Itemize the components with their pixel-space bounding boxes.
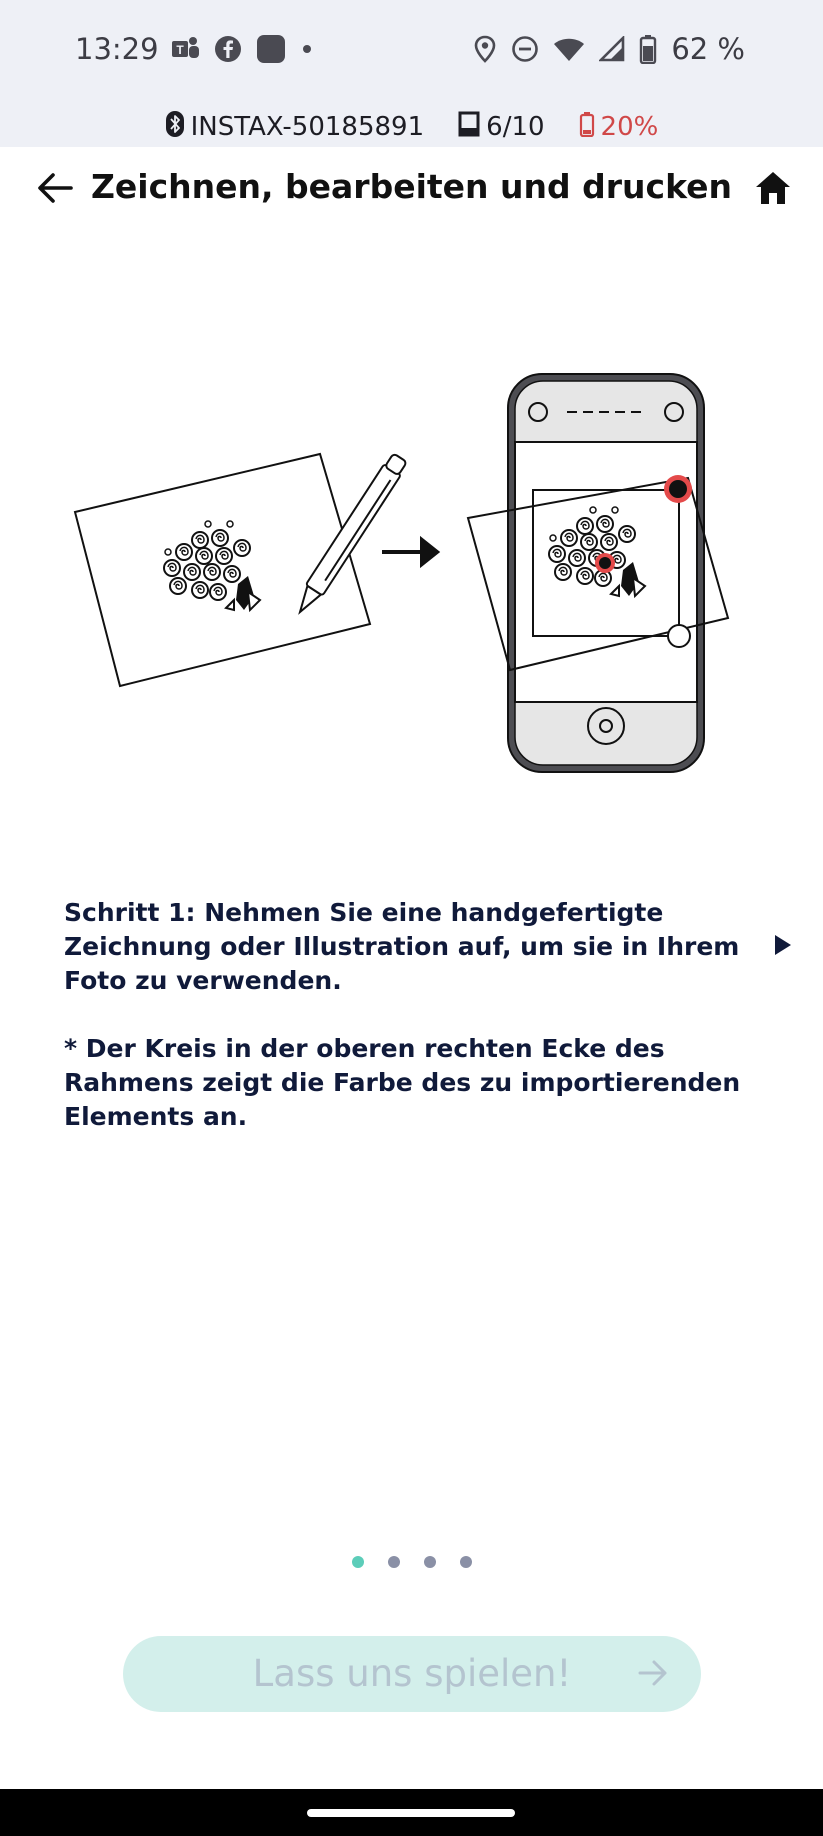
arrow-right-icon — [637, 1658, 669, 1688]
teams-icon — [170, 35, 200, 63]
step-text: Schritt 1: Nehmen Sie eine handgefertigte Zeichnung oder Illustration auf, um sie in Ihrem Foto zu verwenden. — [64, 898, 740, 995]
printer-name: INSTAX-50185891 — [190, 112, 425, 142]
page-indicator — [0, 1556, 823, 1568]
cell-signal-icon — [599, 36, 625, 62]
notification-icons — [170, 34, 314, 64]
facebook-icon — [214, 35, 242, 63]
page-dot-1[interactable] — [352, 1556, 364, 1568]
app-bar — [0, 147, 823, 231]
tutorial-illustration — [60, 360, 760, 790]
app-icon — [256, 34, 286, 64]
home-gesture-handle[interactable] — [307, 1809, 515, 1817]
dot-icon — [300, 42, 314, 56]
film-count: 6/10 — [486, 112, 545, 142]
page-dot-4[interactable] — [460, 1556, 472, 1568]
svg-text:T: T — [176, 43, 184, 57]
page-dot-3[interactable] — [424, 1556, 436, 1568]
system-icons — [473, 32, 745, 66]
next-step-button[interactable] — [770, 932, 794, 958]
dnd-icon — [511, 35, 539, 63]
system-nav-bar — [0, 1789, 823, 1836]
home-icon — [754, 170, 792, 206]
play-button[interactable] — [123, 1636, 701, 1712]
bluetooth-icon — [165, 110, 185, 145]
printer-battery-level: 20% — [600, 112, 659, 142]
play-arrow-icon — [770, 932, 794, 958]
printer-status — [0, 108, 823, 146]
battery-percentage: 62 % — [671, 32, 745, 66]
battery-icon — [639, 34, 657, 64]
status-bar — [0, 0, 823, 147]
printer-battery-icon — [579, 111, 595, 144]
page-dot-2[interactable] — [388, 1556, 400, 1568]
play-button-label: Lass uns spielen! — [252, 1652, 572, 1695]
film-icon — [458, 111, 480, 144]
home-button[interactable] — [748, 163, 798, 213]
location-icon — [473, 35, 497, 63]
page-title: Zeichnen, bearbeiten und drucken — [90, 167, 733, 206]
note-text: * Der Kreis in der oberen rechten Ecke des Rahmens zeigt die Farbe des zu importierenden Elements an. — [64, 1034, 741, 1131]
tutorial-description — [64, 896, 744, 1134]
status-time: 13:29 — [75, 32, 159, 66]
wifi-icon — [553, 36, 585, 62]
